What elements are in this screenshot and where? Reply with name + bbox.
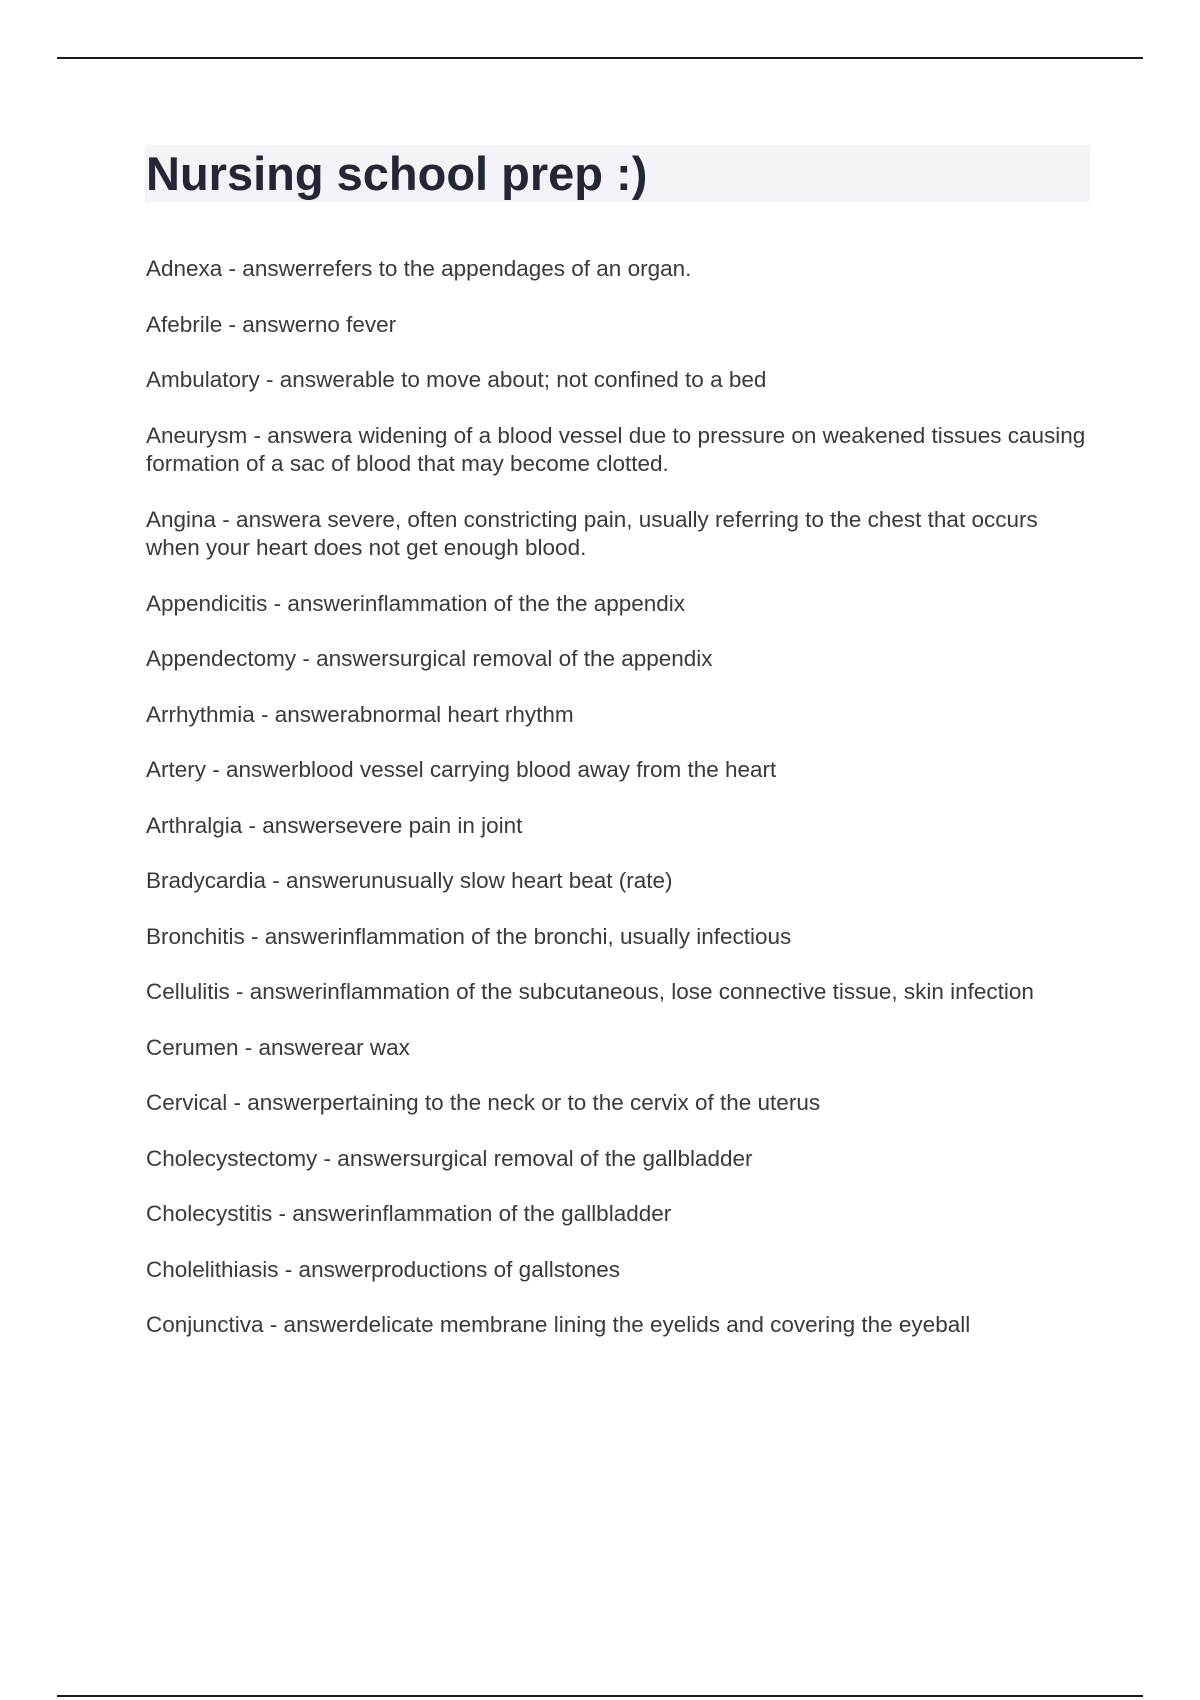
term-cholecystectomy: Cholecystectomy - answersurgical removal of the gallbladder: [146, 1145, 753, 1171]
term-aneurysm: Aneurysm - answera widening of a blood vessel due to pressure on weakened tissues causing formation of a sac of blood that may become clotted.: [146, 422, 1086, 476]
term-artery: Artery - answerblood vessel carrying blood away from the heart: [146, 757, 777, 782]
term-adnexa: Adnexa - answerrefers to the appendages of an organ.: [146, 256, 692, 281]
term-afebrile: Afebrile - answerno fever: [146, 311, 397, 337]
page-title: Nursing school prep :): [146, 147, 648, 200]
term-bradycardia: Bradycardia - answerunusually slow heart beat (rate): [146, 868, 673, 893]
term-appendectomy: Appendectomy - answersurgical removal of the appendix: [146, 646, 713, 671]
term-cholecystitis: Cholecystitis - answerinflammation of the gallbladder: [146, 1201, 672, 1226]
term-angina: Angina - answera severe, often constricting pain, usually referring to the chest that occurs when your heart does not get enough blood.: [146, 506, 1038, 560]
term-arrhythmia: Arrhythmia - answerabnormal heart rhythm: [146, 701, 574, 727]
term-arthralgia: Arthralgia - answersevere pain in joint: [146, 812, 523, 838]
term-list: [146, 255, 1086, 1367]
top-divider: [57, 57, 1143, 59]
term-conjunctiva: Conjunctiva - answerdelicate membrane lining the eyelids and covering the eyeball: [146, 1312, 971, 1337]
bottom-divider: [57, 1695, 1143, 1697]
term-ambulatory: Ambulatory - answerable to move about; not confined to a bed: [146, 367, 767, 392]
term-cholelithiasis: Cholelithiasis - answerproductions of gallstones: [146, 1256, 620, 1282]
term-bronchitis: Bronchitis - answerinflammation of the bronchi, usually infectious: [146, 923, 792, 949]
term-cerumen: Cerumen - answerear wax: [146, 1034, 410, 1060]
term-cellulitis: Cellulitis - answerinflammation of the subcutaneous, lose connective tissue, skin infection: [146, 979, 1034, 1004]
term-cervical: Cervical - answerpertaining to the neck or to the cervix of the uterus: [146, 1090, 821, 1115]
term-appendicitis: Appendicitis - answerinflammation of the the appendix: [146, 590, 686, 616]
